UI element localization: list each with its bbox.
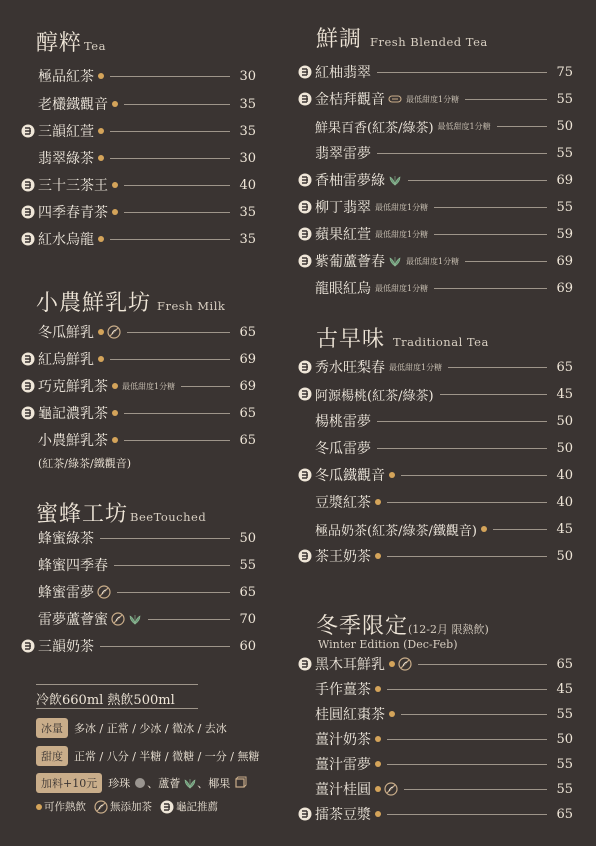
- item-price: 69: [239, 351, 256, 367]
- menu-item[interactable]: [38, 554, 256, 576]
- item-name: 蜂蜜四季春: [38, 558, 108, 574]
- recommend-icon: [21, 406, 35, 420]
- item-name: 薑汁雷夢: [315, 757, 371, 773]
- item-price: 40: [556, 494, 573, 510]
- leader-line: [465, 99, 547, 100]
- recommend-icon: [21, 352, 35, 366]
- menu-item[interactable]: [38, 65, 256, 87]
- menu-item[interactable]: [21, 120, 256, 142]
- menu-item[interactable]: [315, 142, 573, 164]
- sweetness-note: 最低甜度1分糖: [375, 229, 429, 239]
- leader-line: [418, 664, 547, 665]
- item-price: 75: [556, 64, 573, 80]
- item-price: 60: [239, 638, 256, 654]
- section-title-zh: 醇粹: [36, 31, 83, 56]
- menu-item[interactable]: [315, 437, 573, 459]
- item-name: 豆漿紅茶: [315, 495, 371, 511]
- menu-item[interactable]: [298, 196, 573, 218]
- item-name: 極品奶茶(紅茶/綠茶/鐵觀音): [315, 523, 477, 539]
- item-name: 龜記濃乳茶: [38, 406, 108, 422]
- leader-line: [377, 72, 547, 73]
- addon-coconut: 、椰果: [197, 777, 231, 790]
- item-name: 手作薑茶: [315, 682, 371, 698]
- hot-available-dot: [389, 661, 395, 667]
- section-title-en: BeeTouched: [130, 510, 207, 524]
- sweetness-note: 最低甜度1分糖: [437, 121, 491, 131]
- item-name: 雷夢蘆薈蜜: [38, 612, 108, 628]
- hot-available-dot: [98, 356, 104, 362]
- item-name: 老欉鐵觀音: [38, 97, 108, 113]
- addon-options: [36, 773, 247, 793]
- item-price: 35: [239, 96, 256, 112]
- section-title-zh: 蜜蜂工坊: [36, 502, 129, 527]
- item-price: 50: [556, 440, 573, 456]
- section-title-zh: 小農鮮乳坊: [36, 291, 152, 316]
- item-price: 50: [556, 731, 573, 747]
- leader-line: [387, 764, 547, 765]
- menu-item[interactable]: [21, 174, 256, 196]
- no-additive-icon: [111, 612, 125, 626]
- leader-line: [404, 789, 547, 790]
- sugar-options: [36, 746, 260, 766]
- item-name: 茶王奶茶: [315, 549, 371, 565]
- item-price: 70: [239, 611, 256, 627]
- leader-line: [387, 739, 547, 740]
- menu-item[interactable]: [298, 356, 573, 378]
- item-price: 50: [556, 413, 573, 429]
- item-price: 65: [239, 584, 256, 600]
- volume-info: 冷飲660ml 熱飲500ml: [36, 693, 175, 708]
- section-title-en: Fresh Blended Tea: [370, 35, 488, 49]
- item-name: 薑汁桂圓: [315, 782, 371, 798]
- item-price: 65: [556, 806, 573, 822]
- pearl-icon: [133, 776, 147, 790]
- leader-line: [127, 332, 230, 333]
- section-title-winter: [316, 609, 489, 640]
- hot-available-dot: [375, 499, 381, 505]
- recommend-icon: [21, 178, 35, 192]
- leader-line: [124, 104, 230, 105]
- recommend-icon: [21, 124, 35, 138]
- hot-available-dot: [375, 686, 381, 692]
- item-name: 極品紅茶: [38, 69, 94, 85]
- section-title-en: Traditional Tea: [393, 335, 489, 349]
- leader-line: [124, 440, 230, 441]
- menu-item[interactable]: [315, 678, 573, 700]
- addon-pearl: 珍珠: [108, 777, 131, 790]
- hot-available-dot: [481, 526, 487, 532]
- menu-item[interactable]: [315, 703, 573, 725]
- menu-item[interactable]: [38, 608, 256, 630]
- hot-available-dot: [112, 182, 118, 188]
- no-additive-icon: [388, 92, 402, 106]
- menu-item[interactable]: [298, 61, 573, 83]
- aloe-icon: [388, 173, 402, 187]
- recommend-icon: [21, 379, 35, 393]
- item-price: 55: [239, 557, 256, 573]
- leader-line: [493, 529, 547, 530]
- section-title-zh: 古早味: [316, 327, 386, 352]
- menu-item[interactable]: [315, 778, 573, 800]
- leader-line: [124, 413, 230, 414]
- item-price: 35: [239, 123, 256, 139]
- menu-item[interactable]: [21, 375, 256, 397]
- item-name: 香柚雷夢綠: [315, 173, 385, 189]
- item-name: 紅水烏龍: [38, 232, 94, 248]
- menu-item[interactable]: [298, 653, 573, 675]
- leader-line: [434, 288, 547, 289]
- recommend-icon: [21, 639, 35, 653]
- item-name: 阿源楊桃(紅茶/綠茶): [315, 388, 434, 404]
- leader-line: [387, 502, 547, 503]
- sweetness-note: 最低甜度1分糖: [406, 94, 460, 104]
- item-price: 69: [556, 172, 573, 188]
- ice-options: [36, 718, 227, 738]
- item-price: 55: [556, 756, 573, 772]
- item-price: 65: [556, 656, 573, 672]
- sweetness-note: 最低甜度1分糖: [406, 256, 460, 266]
- item-name: 薑汁奶茶: [315, 732, 371, 748]
- item-name: 蜂蜜雷夢: [38, 585, 94, 601]
- hot-available-dot: [98, 155, 104, 161]
- item-price: 45: [556, 681, 573, 697]
- menu-item[interactable]: [315, 491, 573, 513]
- menu-item[interactable]: [298, 803, 573, 825]
- menu-item[interactable]: [298, 383, 573, 405]
- item-name: 黑木耳鮮乳: [315, 657, 385, 673]
- item-name: 冬瓜雷夢: [315, 441, 371, 457]
- section-title-mi-feng: [36, 497, 206, 528]
- aloe-icon: [388, 254, 402, 268]
- leader-line: [434, 207, 547, 208]
- item-name: 小農鮮乳茶: [38, 433, 108, 449]
- item-price: 45: [556, 386, 573, 402]
- item-price: 65: [556, 359, 573, 375]
- item-price: 45: [556, 521, 573, 537]
- leader-line: [497, 126, 547, 127]
- leader-line: [181, 386, 230, 387]
- item-price: 30: [239, 68, 256, 84]
- leader-line: [377, 153, 547, 154]
- info-divider: [36, 708, 198, 709]
- item-price: 50: [556, 548, 573, 564]
- recommend-icon: [298, 549, 312, 563]
- leader-line: [440, 394, 547, 395]
- menu-item[interactable]: [315, 753, 573, 775]
- section-title-zh: 鮮調: [316, 27, 363, 52]
- hot-available-dot: [389, 711, 395, 717]
- addon-aloe: 、蘆薈: [147, 777, 181, 790]
- item-name: 秀水旺梨春: [315, 360, 385, 376]
- item-name: 金桔拜觀音: [315, 92, 385, 108]
- menu-item[interactable]: [38, 93, 256, 115]
- menu-item[interactable]: [315, 728, 573, 750]
- recommend-icon: [298, 65, 312, 79]
- item-price: 40: [239, 177, 256, 193]
- recommend-icon: [160, 800, 174, 814]
- hot-available-dot: [112, 209, 118, 215]
- recommend-icon: [298, 360, 312, 374]
- leader-line: [387, 556, 547, 557]
- hot-available-dot: [389, 472, 395, 478]
- item-name: 冬瓜鐵觀音: [315, 468, 385, 484]
- recommend-icon: [298, 807, 312, 821]
- item-name: 三韻紅萱: [38, 124, 94, 140]
- menu-item[interactable]: [315, 410, 573, 432]
- leader-line: [465, 261, 547, 262]
- leader-line: [148, 619, 230, 620]
- section-title-zh: 冬季限定: [316, 614, 409, 639]
- recommend-icon: [298, 200, 312, 214]
- item-name: 蜂蜜綠茶: [38, 531, 94, 547]
- menu-item[interactable]: [315, 115, 573, 137]
- leader-line: [401, 714, 547, 715]
- menu-item[interactable]: [298, 169, 573, 191]
- sweetness-note: 最低甜度1分糖: [375, 283, 429, 293]
- hot-available-dot: [98, 128, 104, 134]
- menu-item[interactable]: [298, 88, 573, 110]
- menu-item[interactable]: [298, 464, 573, 486]
- hot-available-dot: [112, 101, 118, 107]
- item-price: 55: [556, 706, 573, 722]
- item-name: 柳丁翡翠: [315, 200, 371, 216]
- hot-available-dot: [98, 236, 104, 242]
- item-price: 55: [556, 781, 573, 797]
- item-price: 69: [556, 253, 573, 269]
- hot-available-dot: [98, 73, 104, 79]
- leader-line: [448, 367, 547, 368]
- leader-line: [434, 234, 547, 235]
- menu-item[interactable]: [21, 402, 256, 424]
- leader-line: [100, 646, 230, 647]
- menu-item[interactable]: [38, 147, 256, 169]
- item-price: 59: [556, 226, 573, 242]
- menu-item[interactable]: [315, 518, 573, 540]
- hot-available-dot: [36, 804, 42, 810]
- hot-available-dot: [375, 786, 381, 792]
- item-price: 65: [239, 405, 256, 421]
- leader-line: [387, 814, 547, 815]
- item-name: 擂茶豆漿: [315, 807, 371, 823]
- item-name: 翡翠綠茶: [38, 151, 94, 167]
- menu-item[interactable]: [21, 348, 256, 370]
- menu-item[interactable]: [21, 635, 256, 657]
- info-divider: [36, 684, 198, 685]
- section-title-en: Winter Edition (Dec-Feb): [318, 638, 458, 651]
- legend-recommend: 龜記推薦: [176, 801, 218, 813]
- legend-hot: 可作熱飲: [44, 801, 86, 813]
- leader-line: [110, 239, 230, 240]
- hot-available-dot: [98, 329, 104, 335]
- menu-item[interactable]: [315, 277, 573, 299]
- hot-available-dot: [375, 736, 381, 742]
- recommend-icon: [298, 657, 312, 671]
- section-title-gu-zao: [316, 322, 489, 353]
- menu-item[interactable]: [21, 228, 256, 250]
- item-name: 紅烏鮮乳: [38, 352, 94, 368]
- hot-available-dot: [375, 811, 381, 817]
- hot-available-dot: [375, 761, 381, 767]
- legend: [36, 799, 220, 814]
- hot-available-dot: [375, 553, 381, 559]
- menu-item[interactable]: [38, 581, 256, 603]
- leader-line: [124, 185, 230, 186]
- hot-available-dot: [112, 410, 118, 416]
- no-additive-icon: [94, 800, 108, 814]
- leader-line: [124, 212, 230, 213]
- sweetness-note: 最低甜度1分糖: [375, 202, 429, 212]
- recommend-icon: [21, 232, 35, 246]
- item-price: 65: [239, 324, 256, 340]
- leader-line: [114, 565, 230, 566]
- item-price: 55: [556, 91, 573, 107]
- item-options: (紅茶/綠茶/鐵觀音): [38, 457, 131, 470]
- sugar-tag: 甜度: [36, 746, 68, 766]
- item-price: 65: [239, 432, 256, 448]
- item-name: 冬瓜鮮乳: [38, 325, 94, 341]
- menu-item[interactable]: [38, 321, 256, 343]
- recommend-icon: [298, 227, 312, 241]
- section-title-note: (12-2月 限熱飲): [408, 623, 489, 636]
- ice-tag: 冰量: [36, 718, 68, 738]
- menu-item[interactable]: [298, 250, 573, 272]
- aloe-icon: [183, 776, 197, 790]
- ice-values: 多冰 / 正常 / 少冰 / 微冰 / 去冰: [74, 722, 227, 735]
- item-name: 鮮果百香(紅茶/綠茶): [315, 120, 434, 136]
- leader-line: [377, 448, 547, 449]
- item-price: 40: [556, 467, 573, 483]
- sweetness-note: 最低甜度1分糖: [122, 381, 176, 391]
- recommend-icon: [298, 254, 312, 268]
- leader-line: [408, 180, 547, 181]
- sugar-values: 正常 / 八分 / 半糖 / 微糖 / 一分 / 無糖: [74, 750, 260, 763]
- section-title-en: Tea: [84, 39, 106, 53]
- leader-line: [110, 76, 230, 77]
- item-name: 三十三茶王: [38, 178, 108, 194]
- section-title-xian-tiao: [316, 22, 488, 53]
- leader-line: [377, 421, 547, 422]
- item-name: 龍眼紅烏: [315, 281, 371, 297]
- item-price: 69: [239, 378, 256, 394]
- leader-line: [117, 592, 230, 593]
- no-additive-icon: [107, 325, 121, 339]
- no-additive-icon: [384, 782, 398, 796]
- item-price: 50: [239, 530, 256, 546]
- recommend-icon: [298, 173, 312, 187]
- leader-line: [110, 131, 230, 132]
- item-name: 巧克鮮乳茶: [38, 379, 108, 395]
- leader-line: [100, 538, 230, 539]
- item-price: 35: [239, 204, 256, 220]
- coconut-cube-icon: [233, 776, 247, 790]
- recommend-icon: [298, 468, 312, 482]
- leader-line: [110, 158, 230, 159]
- leader-line: [110, 359, 230, 360]
- menu-item[interactable]: [21, 201, 256, 223]
- section-title-xiao-nong: [36, 286, 225, 317]
- leader-line: [401, 475, 547, 476]
- item-price: 30: [239, 150, 256, 166]
- item-name: 桂圓紅棗茶: [315, 707, 385, 723]
- legend-no-additive: 無添加茶: [110, 801, 152, 813]
- recommend-icon: [298, 92, 312, 106]
- leader-line: [387, 689, 547, 690]
- item-name: 翡翠雷夢: [315, 146, 371, 162]
- recommend-icon: [21, 205, 35, 219]
- menu-item[interactable]: [298, 223, 573, 245]
- addon-tag: 加料+10元: [36, 773, 102, 793]
- item-name: 三韻奶茶: [38, 639, 94, 655]
- item-name: 楊桃雷夢: [315, 414, 371, 430]
- item-price: 55: [556, 145, 573, 161]
- hot-available-dot: [112, 437, 118, 443]
- sweetness-note: 最低甜度1分糖: [389, 362, 443, 372]
- section-title-chun-cui: [36, 26, 106, 57]
- item-name: 蘋果紅萱: [315, 227, 371, 243]
- item-price: 69: [556, 280, 573, 296]
- no-additive-icon: [398, 657, 412, 671]
- item-price: 55: [556, 199, 573, 215]
- menu-item[interactable]: [298, 545, 573, 567]
- no-additive-icon: [97, 585, 111, 599]
- item-name: 紫葡蘆薈春: [315, 254, 385, 270]
- aloe-icon: [128, 612, 142, 626]
- section-title-en: Fresh Milk: [157, 299, 226, 313]
- item-price: 35: [239, 231, 256, 247]
- item-name: 四季春青茶: [38, 205, 108, 221]
- recommend-icon: [298, 387, 312, 401]
- item-name: 紅柚翡翠: [315, 65, 371, 81]
- menu-item[interactable]: [38, 429, 256, 451]
- item-price: 50: [556, 118, 573, 134]
- menu-item[interactable]: [38, 527, 256, 549]
- hot-available-dot: [112, 383, 118, 389]
